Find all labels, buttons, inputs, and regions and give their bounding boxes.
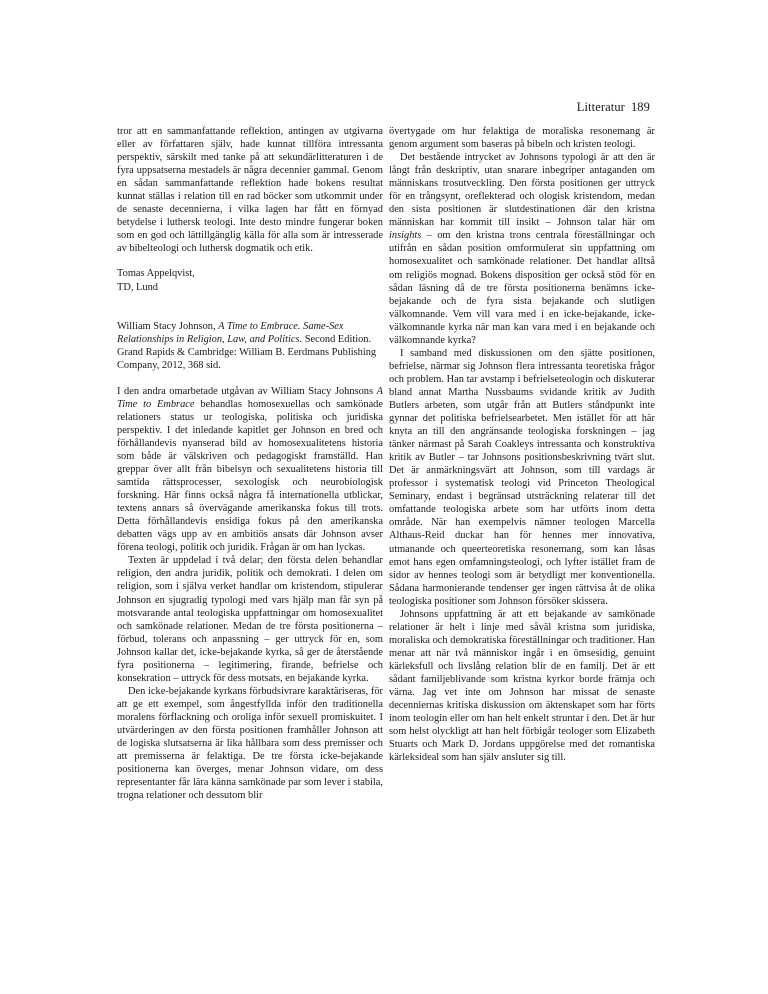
signature-affiliation: TD, Lund: [117, 281, 158, 293]
text-run: I den andra omarbetade utgåvan av William Stacy Johnsons: [117, 385, 377, 397]
review-book-title: A Time to Embrace. Same-Sex Relationships in Religion, Law, and Politics: [117, 320, 344, 345]
text-run: behandlas homosexuellas och samkönade relationers status ur teologiska, politiska och juridiska perspektiv. I det inledande kapitlet ger Johnson en bred och förhållandevis nyanserad bild av homosexualitetens historia som både är välskriven och pedagogiskt framställd. Han greppar över allt från bibelsyn och sexualitetens historia till samtida rättsprocesser, sexologisk och neurobiologisk forskning. Här finns också några få internationella utblickar, textens annars så övervägande amerikanska fokus till trots. Detta förhållandevis ensidiga fokus på den amerikanska debatten vägs upp av en ambitiös ansats där Johnson avser förena teologi, politik och juridik. Frågan är om han lyckas.: [117, 398, 383, 554]
signature-name: Tomas Appelqvist,: [117, 268, 195, 280]
paragraph: Johnsons uppfattning är att ett bejakande av samkönade relationer är helt i linje med såväl kristna som juridiska, moraliska och demokratiska föreställningar och traditioner. Han menar att när två människor ingår i en ömsesidig, genuint kärleksfull och livslång relation blir de en familj. Det är ett sådant familjeblivande som kristna kyrkor borde främja och värna. Jag vet inte om Johnson har missat de senaste decenniernas kritiska diskussion om äktenskapet som har förts inom teologin eller om han helt enkelt struntar i den. Det är hur som helst olyckligt att han helt förbigår teologer som Elizabeth Stuarts och Mark D. Jordans uppgörelse med det romantiska kärleksideal som han själv ansluter sig till.: [389, 608, 655, 764]
paragraph: [389, 151, 655, 347]
header-section: Litteratur: [576, 100, 625, 114]
running-header: [577, 100, 650, 115]
book-title-inline: A Time to Embrace: [117, 385, 383, 410]
review-heading: [117, 320, 383, 372]
emphasized-term: insights: [389, 230, 422, 242]
page-number: 189: [630, 100, 650, 114]
text-run: – om den kristna trons centrala föreställningar och utifrån en sådan position omformulerat sin uppfattning om homosexualitet och samkönade relationer. Det handlar alltså om religiös mognad. Bokens disposition ger också stöd för en sådan läsning då de tre första positionerna benämns icke-bejakande och de fyra sista bejakande och slutligen välkomnande. Vem vill vara med i en icke-bejakande, icke-välkomnande kyrka när man kan vara med i en bejakande och välkomnande kyrka?: [389, 230, 655, 346]
review-author: William Stacy Johnson,: [117, 320, 219, 332]
text-run: Det bestående intrycket av Johnsons typologi är att den är långt från deskriptiv, utan snarare inbegriper antaganden om människans trosutveckling. Den första positionen ger uttryck för en trångsynt, oreflekterad och ologisk kristendom, medan den sista positionen är slutdestinationen där den kristna människan har kommit till insikt – Johnson talar här om: [389, 152, 655, 229]
paragraph: övertygade om hur felaktiga de moraliska resonemang är genom argument som baseras på bibeln och kristen teologi.: [389, 126, 655, 151]
paragraph: Texten är uppdelad i två delar; den första delen behandlar religion, den andra juridik, politik och demokrati. I delen om religion, som i själva verket handlar om kristendom, stipulerar Johnson en sjugradig typologi med vars hjälp man får syn på motsvarande antal teologiska uppfattningar om homosexualitet och samkönade relationer. Medan de tre första positionerna – förbud, tolerans och anpassning – ger uttryck för en, som Johnson kallar det, icke-bejakande kyrka, så ger de återstående fyra positionerna – legitimering, firande, befrielse och konsekration – uttryck för dess motsats, en bejakande kyrka.: [117, 555, 383, 684]
paragraph: tror att en sammanfattande reflektion, antingen av utgivarna eller av författaren själv, hade kunnat tillföra intressanta perspektiv, särskilt med tanke på att sekundärlitteraturen i de fyra uppsatserna mestadels är några decennier gammal. Genom en sådan sammanfattande reflektion hade bokens resultat kunnat ställas i relation till en rad böcker som utkommit under de senaste decennierna, i vilka lagen har fått en förnyad betydelse i luthersk teologi. Inte desto mindre fungerar boken som en god och lättillgänglig källa för alla som är intresserade av bibelteologi och luthersk dogmatik och etik.: [117, 126, 383, 255]
paragraph: Den icke-bejakande kyrkans förbudsivrare karaktäriseras, för att ge ett exempel, som ångestfyllda inför den traditionella moralens förflackning och oroliga inför sexuell promiskuitet. I utvärderingen av den första positionen framhåller Johnson att de logiska slutsatserna är lika hållbara som dess premisser och att premisserna är felaktiga. De tre första icke-bejakande positionerna kan överges, menar Johnson vidare, om dess representanter får lära känna samkönade par som lever i stabila, trogna relationer och dessutom blir: [117, 685, 383, 802]
right-column: [389, 125, 655, 764]
review-details: . Second Edition. Grand Rapids & Cambridge: William B. Eerdmans Publishing Company, 2012, 368 sid.: [117, 333, 377, 371]
paragraph: [117, 385, 383, 555]
left-column: [117, 125, 383, 802]
paragraph: I samband med diskussionen om den sjätte positionen, befrielse, närmar sig Johnson flera intressanta teoretiska frågor och problem. Han tar avstamp i befrielseteologin och diskuterar bland annat Martha Nussbaums svidande kritik av Judith Butlers arbeten, som utgår från att Butlers ståndpunkt inte gynnar det politiska befrielsearbetet. Men istället för att här knyta an till den angränsande teologiska forskningen – jag tänker närmast på Sarah Coakleys intressanta och konstruktiva kritik av Butler – tar Johnsons positionsbeskrivning tvärt slut. Det är anmärkningsvärt att Johnson, som till vardags är professor i systematisk teologi vid Princeton Theological Seminary, endast i begränsad utsträckning relaterar till det omfattande teologiska arbete som har utförts inom detta område. När han exempelvis nämner teologen Marcella Althaus-Reid duckar han för hennes mer innovativa, utmanande och queerteoretiska resonemang, som kan låsas emot hans egen omfamningsteologi, och lyfter istället fram de sidor av hennes teologi som är betydligt mer konventionella. Sådana harmonierande tendenser ger ingen rättvisa åt de olika teologiska positioner som Johnson försöker skissera.: [389, 347, 655, 607]
